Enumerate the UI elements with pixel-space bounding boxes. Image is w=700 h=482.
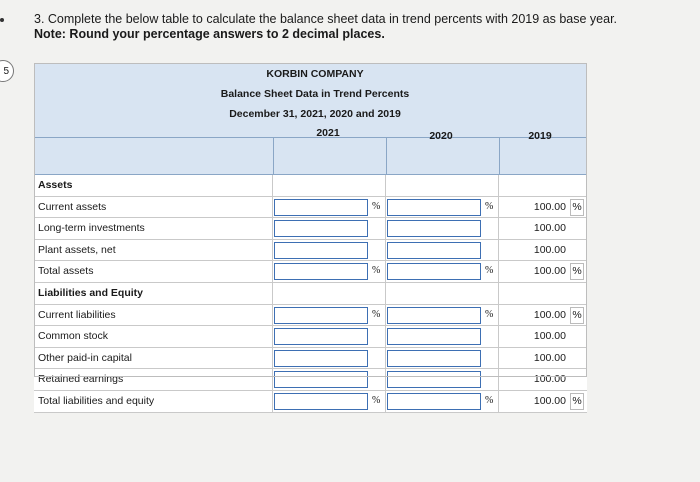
column-divider: [272, 240, 273, 261]
column-divider: [272, 391, 273, 412]
percent-symbol-2019: %: [570, 393, 584, 410]
question-note: Note: Round your percentage answers to 2 decimal places.: [34, 27, 385, 41]
column-divider: [498, 391, 499, 412]
column-divider: [385, 348, 386, 369]
base-value-2019: 100.00: [533, 200, 566, 213]
percent-symbol-2021: %: [372, 308, 381, 320]
input-2020[interactable]: [387, 328, 481, 345]
company-name: KORBIN COMPANY: [266, 68, 364, 80]
column-divider: [385, 283, 386, 304]
input-2020[interactable]: [387, 307, 481, 324]
row-label: Total liabilities and equity: [38, 394, 155, 407]
base-value-2019: 100.00: [533, 222, 566, 235]
percent-symbol-2021: %: [372, 265, 381, 277]
percent-symbol-2020: %: [485, 265, 494, 277]
question-block: [34, 12, 684, 42]
row-label: Other paid-in capital: [38, 351, 132, 364]
column-divider: [272, 197, 273, 218]
column-divider: [498, 175, 499, 196]
column-divider: [498, 369, 499, 390]
percent-symbol-2021: %: [372, 394, 381, 406]
column-divider: [385, 218, 386, 239]
row-label: Total assets: [38, 265, 94, 278]
bullet-dot: [0, 18, 4, 22]
input-2020[interactable]: [387, 199, 481, 216]
percent-symbol-2020: %: [485, 394, 494, 406]
column-divider: [272, 261, 273, 282]
section-row: [34, 283, 587, 305]
column-divider: [498, 326, 499, 347]
row-label: Long-term investments: [38, 222, 145, 235]
section-row: [34, 175, 587, 197]
input-2021[interactable]: [274, 393, 368, 410]
input-2020[interactable]: [387, 350, 481, 367]
year-2020-header: 2020: [429, 130, 453, 142]
column-divider: [498, 261, 499, 282]
percent-symbol-2019: %: [570, 307, 584, 324]
input-2020[interactable]: [387, 371, 481, 388]
header-col-divider: [499, 137, 500, 175]
percent-symbol-2020: %: [485, 308, 494, 320]
question-text: 3. Complete the below table to calculate the balance sheet data in trend percents with 2019 as base year.: [34, 12, 618, 26]
header-col-divider: [273, 137, 274, 175]
question-badge: 5: [0, 60, 14, 82]
column-divider: [385, 326, 386, 347]
column-divider: [272, 326, 273, 347]
header-col-divider: [386, 137, 387, 175]
row-label: Current liabilities: [38, 308, 116, 321]
column-divider: [385, 391, 386, 412]
row-label: Assets: [38, 179, 73, 191]
column-divider: [272, 305, 273, 326]
input-2021[interactable]: [274, 307, 368, 324]
percent-symbol-2021: %: [372, 200, 381, 212]
input-2021[interactable]: [274, 199, 368, 216]
input-2021[interactable]: [274, 242, 368, 259]
base-value-2019: 100.00: [533, 308, 566, 321]
column-divider: [385, 197, 386, 218]
input-2021[interactable]: [274, 220, 368, 237]
input-2021[interactable]: [274, 328, 368, 345]
column-divider: [498, 197, 499, 218]
base-value-2019: 100.00: [533, 351, 566, 364]
row-label: Common stock: [38, 330, 109, 343]
table-row: [34, 391, 587, 413]
year-2021-header: 2021: [316, 127, 340, 139]
percent-symbol-2019: %: [570, 199, 584, 216]
column-divider: [385, 305, 386, 326]
row-label: Current assets: [38, 200, 107, 213]
input-2020[interactable]: [387, 220, 481, 237]
row-label: Liabilities and Equity: [38, 286, 144, 299]
table-row: [34, 326, 587, 348]
base-value-2019: 100.00: [533, 330, 566, 343]
percent-symbol-2020: %: [485, 200, 494, 212]
column-divider: [385, 369, 386, 390]
row-label: Plant assets, net: [38, 243, 116, 256]
column-divider: [385, 175, 386, 196]
column-divider: [498, 240, 499, 261]
input-2020[interactable]: [387, 263, 481, 280]
column-divider: [498, 348, 499, 369]
table-row: [34, 369, 587, 391]
year-2019-header: 2019: [528, 130, 552, 142]
column-divider: [385, 240, 386, 261]
table-subtitle: Balance Sheet Data in Trend Percents: [220, 88, 410, 100]
table-row: [34, 305, 587, 327]
trend-percent-table: [34, 63, 587, 413]
table-row: [34, 261, 587, 283]
column-divider: [272, 369, 273, 390]
base-value-2019: 100.00: [533, 394, 566, 407]
percent-symbol-2019: %: [570, 263, 584, 280]
input-2020[interactable]: [387, 393, 481, 410]
column-divider: [498, 305, 499, 326]
row-label: Retained earnings: [38, 373, 124, 386]
table-row: [34, 348, 587, 370]
base-value-2019: 100.00: [533, 265, 566, 278]
column-divider: [498, 283, 499, 304]
table-date-line: December 31, 2021, 2020 and 2019: [229, 108, 401, 120]
table-row: [34, 197, 587, 219]
table-header: [34, 63, 587, 175]
column-divider: [272, 218, 273, 239]
input-2021[interactable]: [274, 350, 368, 367]
base-value-2019: 100.00: [533, 373, 566, 386]
base-value-2019: 100.00: [533, 243, 566, 256]
input-2021[interactable]: [274, 263, 368, 280]
column-divider: [272, 175, 273, 196]
column-divider: [385, 261, 386, 282]
input-2021[interactable]: [274, 371, 368, 388]
column-divider: [498, 218, 499, 239]
table-row: [34, 240, 587, 262]
input-2020[interactable]: [387, 242, 481, 259]
table-row: [34, 218, 587, 240]
column-divider: [272, 348, 273, 369]
column-divider: [272, 283, 273, 304]
table-body: [34, 175, 587, 413]
